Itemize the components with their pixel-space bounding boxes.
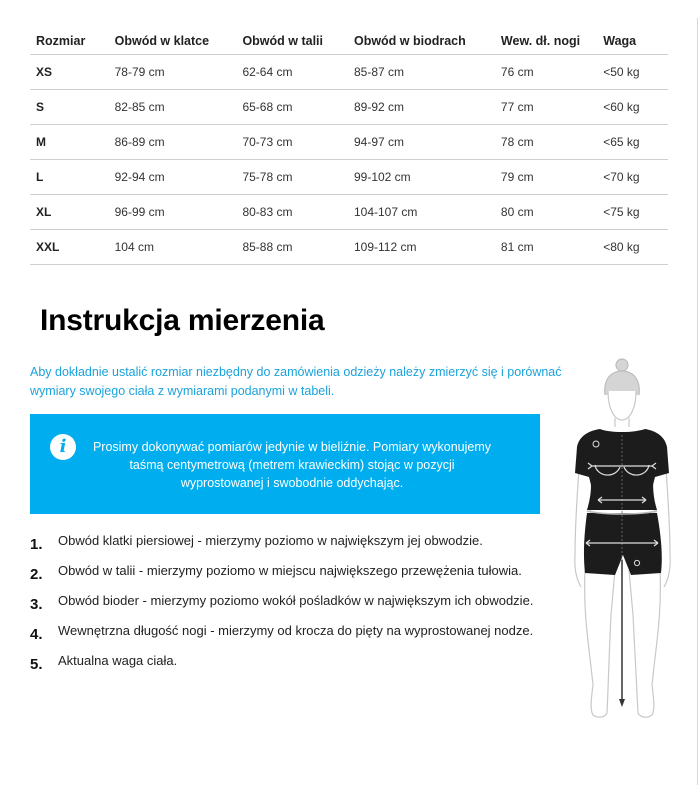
cell-hips: 94-97 cm: [348, 125, 495, 160]
table-row: [30, 125, 668, 160]
cell-waist: 62-64 cm: [236, 55, 348, 90]
cell-size: M: [30, 125, 109, 160]
info-box: [30, 414, 540, 514]
cell-chest: 92-94 cm: [109, 160, 237, 195]
cell-inseam: 77 cm: [495, 90, 597, 125]
cell-chest: 96-99 cm: [109, 195, 237, 230]
header-waist: Obwód w talii: [236, 28, 348, 55]
cell-hips: 99-102 cm: [348, 160, 495, 195]
table-header-row: [30, 28, 668, 55]
step-text: Obwód w talii - mierzymy poziomo w miejscu największego przewężenia tułowia.: [58, 563, 522, 578]
cell-waist: 85-88 cm: [236, 230, 348, 265]
list-item: [30, 563, 570, 583]
cell-weight: <60 kg: [597, 90, 668, 125]
step-text: Obwód bioder - mierzymy poziomo wokół pośladków w największym ich obwodzie.: [58, 593, 534, 608]
step-text: Aktualna waga ciała.: [58, 653, 178, 668]
header-chest: Obwód w klatce: [109, 28, 237, 55]
cell-chest: 78-79 cm: [109, 55, 237, 90]
cell-waist: 65-68 cm: [236, 90, 348, 125]
step-text: Obwód klatki piersiowej - mierzymy poziomo w największym jej obwodzie.: [58, 533, 483, 548]
cell-weight: <50 kg: [597, 55, 668, 90]
cell-size: XL: [30, 195, 109, 230]
table-row: [30, 160, 668, 195]
list-item: [30, 533, 570, 553]
step-text: Wewnętrzna długość nogi - mierzymy od krocza do pięty na wyprostowanej nodze.: [58, 623, 534, 638]
intro-text: Aby dokładnie ustalić rozmiar niezbędny do zamówienia odzieży należy zmierzyć się i porównać wymiary swojego ciała z wymiarami podanymi w tabeli.: [30, 365, 562, 398]
cell-inseam: 76 cm: [495, 55, 597, 90]
cell-waist: 75-78 cm: [236, 160, 348, 195]
list-item: [30, 623, 570, 643]
cell-inseam: 80 cm: [495, 195, 597, 230]
cell-weight: <80 kg: [597, 230, 668, 265]
cell-hips: 85-87 cm: [348, 55, 495, 90]
step-number: 1.: [30, 536, 43, 553]
section-title: Instrukcja mierzenia: [40, 304, 325, 337]
cell-chest: 104 cm: [109, 230, 237, 265]
measurement-steps: [30, 533, 570, 683]
cell-hips: 109-112 cm: [348, 230, 495, 265]
cell-inseam: 81 cm: [495, 230, 597, 265]
cell-waist: 70-73 cm: [236, 125, 348, 160]
cell-chest: 86-89 cm: [109, 125, 237, 160]
info-icon: i: [50, 434, 76, 460]
list-item: [30, 653, 570, 673]
cell-weight: <75 kg: [597, 195, 668, 230]
body-measurement-figure-icon: [565, 355, 695, 745]
table-row: [30, 55, 668, 90]
cell-inseam: 78 cm: [495, 125, 597, 160]
step-number: 2.: [30, 566, 43, 583]
cell-size: L: [30, 160, 109, 195]
step-number: 4.: [30, 626, 43, 643]
cell-size: XXL: [30, 230, 109, 265]
header-weight: Waga: [597, 28, 668, 55]
cell-hips: 104-107 cm: [348, 195, 495, 230]
header-size: Rozmiar: [30, 28, 109, 55]
cell-inseam: 79 cm: [495, 160, 597, 195]
step-number: 5.: [30, 656, 43, 673]
header-hips: Obwód w biodrach: [348, 28, 495, 55]
info-text: Prosimy dokonywać pomiarów jedynie w bieliźnie. Pomiary wykonujemy taśmą centymetrową (metrem krawieckim) stojąc w pozycji wyprostowanej i swobodnie oddychając.: [92, 440, 492, 490]
cell-hips: 89-92 cm: [348, 90, 495, 125]
cell-size: S: [30, 90, 109, 125]
table-row: [30, 195, 668, 230]
page-edge-divider: [697, 18, 698, 785]
table-row: [30, 230, 668, 265]
cell-weight: <65 kg: [597, 125, 668, 160]
cell-weight: <70 kg: [597, 160, 668, 195]
cell-waist: 80-83 cm: [236, 195, 348, 230]
cell-size: XS: [30, 55, 109, 90]
step-number: 3.: [30, 596, 43, 613]
table-row: [30, 90, 668, 125]
cell-chest: 82-85 cm: [109, 90, 237, 125]
header-inseam: Wew. dł. nogi: [495, 28, 597, 55]
size-table: [30, 28, 668, 265]
list-item: [30, 593, 570, 613]
